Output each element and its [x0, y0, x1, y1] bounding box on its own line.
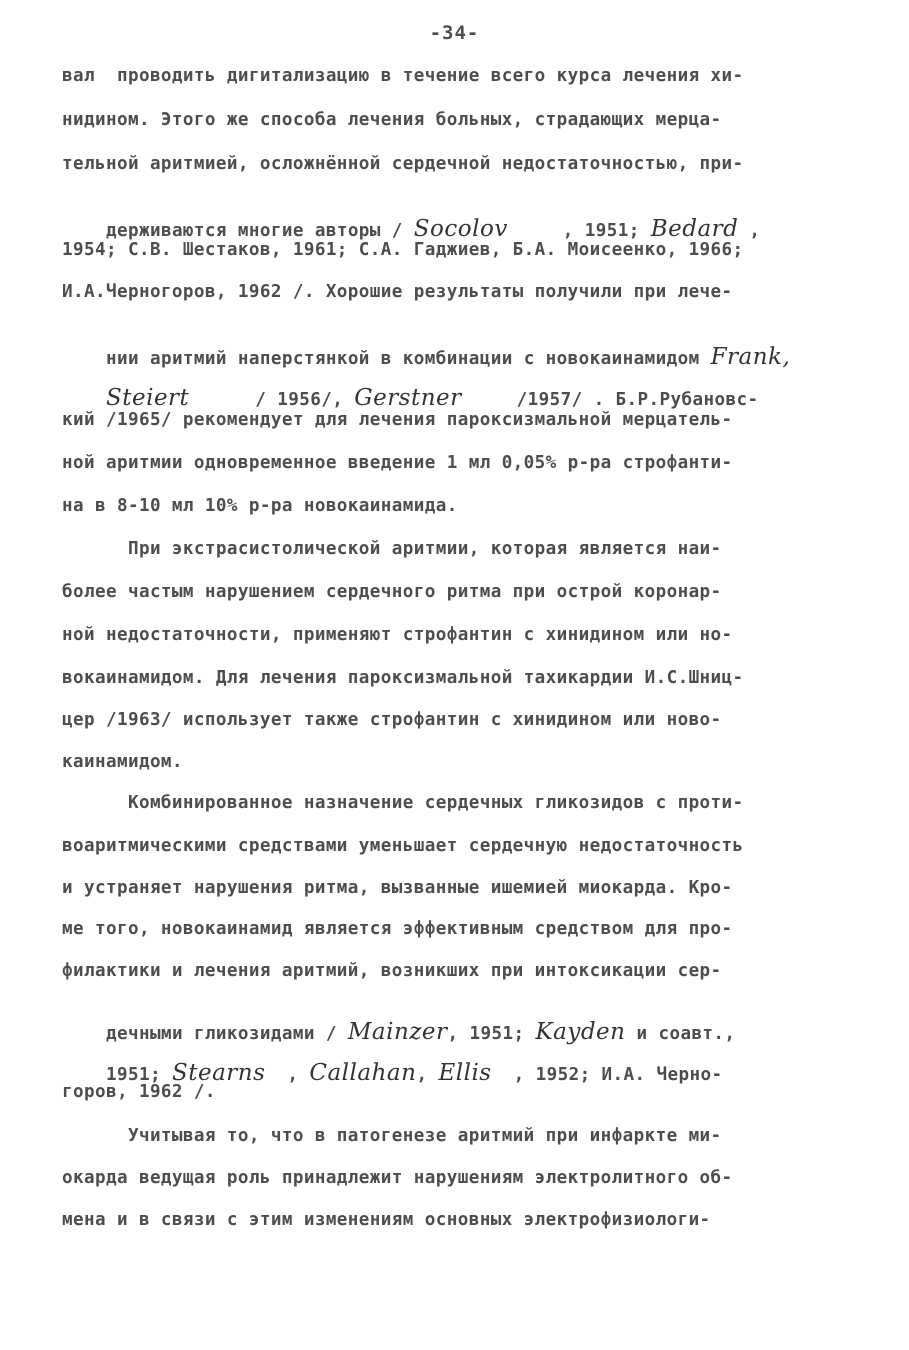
- text-fragment: , 1952; И.А. Черно-: [491, 1065, 723, 1085]
- text-fragment: 1951;: [105, 1065, 172, 1085]
- text-fragment: ме того, новокаинамид является эффективным средством для про-: [62, 919, 733, 939]
- text-line: [62, 750, 852, 774]
- text-fragment: горов, 1962 /.: [62, 1082, 216, 1102]
- text-fragment: нидином. Этого же способа лечения больных, страдающих мерца-: [62, 110, 722, 130]
- text-line: [62, 152, 852, 176]
- handwritten-name: Mainzer: [347, 1019, 448, 1045]
- handwritten-name: Socolov: [413, 216, 508, 242]
- text-fragment: ной аритмии одновременное введение 1 мл 0,05% р-ра строфанти-: [62, 453, 733, 473]
- text-fragment: нии аритмий наперстянкой в комбинации с новокаинамидом: [105, 349, 711, 369]
- text-fragment: на в 8-10 мл 10% р-ра новокаинамида.: [62, 496, 458, 516]
- text-fragment: , 1951;: [507, 221, 651, 241]
- text-line: [62, 1080, 852, 1104]
- handwritten-name: Steiert: [105, 385, 190, 411]
- text-fragment: филактики и лечения аритмий, возникших при интоксикации сер-: [62, 961, 722, 981]
- text-line: [62, 580, 852, 604]
- text-line: [62, 666, 852, 690]
- text-fragment: держиваются многие авторы /: [105, 221, 414, 241]
- text-line: [62, 108, 852, 132]
- text-fragment: ,: [265, 1065, 310, 1085]
- text-fragment: / 1956/,: [189, 390, 355, 410]
- handwritten-name: Stearns: [171, 1060, 266, 1086]
- text-fragment: воаритмическими средствами уменьшает сердечную недостаточность: [62, 836, 744, 856]
- text-line: [62, 708, 852, 732]
- text-fragment: При экстрасистолической аритмии, которая является наи-: [62, 539, 722, 559]
- text-line: [62, 1166, 852, 1190]
- text-line: [62, 959, 852, 983]
- text-fragment: тельной аритмией, осложнённой сердечной недостаточностью, при-: [62, 154, 744, 174]
- text-line: [62, 408, 852, 432]
- text-fragment: Комбинированное назначение сердечных гликозидов с проти-: [62, 793, 744, 813]
- text-fragment: каинамидом.: [62, 752, 183, 772]
- text-line: [62, 280, 852, 304]
- text-line: [62, 1124, 852, 1148]
- text-line: [62, 537, 852, 561]
- text-fragment: цер /1963/ использует также строфантин с хинидином или ново-: [62, 710, 722, 730]
- text-line: [62, 238, 852, 262]
- text-line: [62, 917, 852, 941]
- text-fragment: окарда ведущая роль принадлежит нарушениям электролитного об-: [62, 1168, 733, 1188]
- page-number: -34-: [429, 22, 480, 44]
- text-line: [62, 64, 852, 88]
- text-fragment: более частым нарушением сердечного ритма при острой коронар-: [62, 582, 722, 602]
- text-line: [62, 791, 852, 815]
- handwritten-name: Gerstner: [354, 385, 462, 411]
- text-fragment: вокаинамидом. Для лечения пароксизмальной тахикардии И.С.Шниц-: [62, 668, 744, 688]
- text-line: [62, 451, 852, 475]
- text-fragment: ,: [416, 1065, 439, 1085]
- handwritten-name: Callahan: [309, 1060, 417, 1086]
- text-fragment: ной недостаточности, применяют строфантин с хинидином или но-: [62, 625, 733, 645]
- text-fragment: и соавт.,: [625, 1024, 736, 1044]
- text-fragment: дечными гликозидами /: [105, 1024, 348, 1044]
- text-fragment: и устраняет нарушения ритма, вызванные ишемией миокарда. Кро-: [62, 878, 733, 898]
- text-fragment: ,: [738, 221, 761, 241]
- handwritten-name: Frank,: [710, 344, 791, 370]
- text-line: [62, 876, 852, 900]
- text-line: [62, 623, 852, 647]
- text-fragment: 1954; С.В. Шестаков, 1961; С.А. Гаджиев, Б.А. Моисеенко, 1966;: [62, 240, 744, 260]
- text-fragment: вал проводить дигитализацию в течение всего курса лечения хи-: [62, 66, 744, 86]
- handwritten-name: Kayden: [535, 1019, 626, 1045]
- text-fragment: /1957/ . Б.Р.Рубановс-: [461, 390, 759, 410]
- handwritten-name: Ellis: [438, 1060, 492, 1086]
- text-fragment: И.А.Черногоров, 1962 /. Хорошие результаты получили при лече-: [62, 282, 733, 302]
- text-line: [62, 494, 852, 518]
- text-fragment: Учитывая то, что в патогенезе аритмий при инфаркте ми-: [62, 1126, 722, 1146]
- text-fragment: мена и в связи с этим изменениям основных электрофизиологи-: [62, 1210, 711, 1230]
- text-fragment: , 1951;: [447, 1024, 536, 1044]
- handwritten-name: Bedard: [650, 216, 739, 242]
- text-fragment: кий /1965/ рекомендует для лечения пароксизмальной мерцатель-: [62, 410, 733, 430]
- text-line: [62, 834, 852, 858]
- text-line: [62, 1208, 852, 1232]
